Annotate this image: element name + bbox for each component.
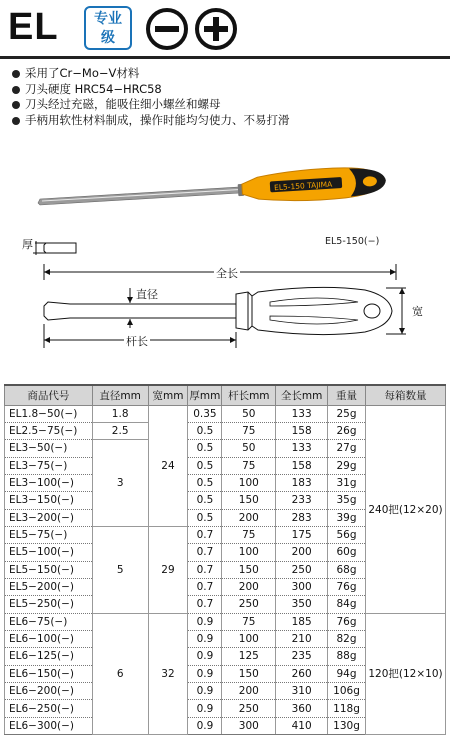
cell-thickness: 0.9 xyxy=(188,700,222,717)
cell-shaft-length: 75 xyxy=(222,526,276,543)
cell-model: EL5−250(−) xyxy=(5,596,93,613)
cell-diameter: 3 xyxy=(92,440,148,527)
cell-thickness: 0.7 xyxy=(188,596,222,613)
cell-weight: 118g xyxy=(328,700,366,717)
cell-thickness: 0.9 xyxy=(188,630,222,647)
cell-model: EL2.5−75(−) xyxy=(5,422,93,439)
col-header-model: 商品代号 xyxy=(5,385,93,405)
cell-thickness: 0.9 xyxy=(188,648,222,665)
cell-total-length: 310 xyxy=(276,683,328,700)
cell-total-length: 300 xyxy=(276,578,328,595)
cell-box-qty: 120把(12×10) xyxy=(365,613,445,734)
table-row xyxy=(5,613,446,630)
cell-total-length: 250 xyxy=(276,561,328,578)
thickness-label: 厚 xyxy=(22,238,33,251)
cell-total-length: 283 xyxy=(276,509,328,526)
cell-total-length: 133 xyxy=(276,405,328,422)
cell-weight: 27g xyxy=(328,440,366,457)
cell-model: EL3−50(−) xyxy=(5,440,93,457)
cell-shaft-length: 200 xyxy=(222,509,276,526)
cell-weight: 31g xyxy=(328,474,366,491)
spec-table xyxy=(4,384,446,735)
cell-thickness: 0.7 xyxy=(188,561,222,578)
cell-weight: 76g xyxy=(328,613,366,630)
cell-weight: 94g xyxy=(328,665,366,682)
cell-weight: 130g xyxy=(328,717,366,734)
cell-weight: 84g xyxy=(328,596,366,613)
col-header-width: 宽mm xyxy=(148,385,188,405)
diameter-label: 直径 xyxy=(136,288,158,301)
cell-total-length: 175 xyxy=(276,526,328,543)
cell-model: EL5−150(−) xyxy=(5,561,93,578)
cell-thickness: 0.35 xyxy=(188,405,222,422)
col-header-shaft-length: 杆长mm xyxy=(222,385,276,405)
cell-weight: 29g xyxy=(328,457,366,474)
cell-total-length: 235 xyxy=(276,648,328,665)
cell-total-length: 360 xyxy=(276,700,328,717)
cell-shaft-length: 250 xyxy=(222,596,276,613)
cell-weight: 82g xyxy=(328,630,366,647)
cell-thickness: 0.7 xyxy=(188,578,222,595)
cell-total-length: 210 xyxy=(276,630,328,647)
width-label: 宽 xyxy=(412,305,423,318)
cell-shaft-length: 50 xyxy=(222,405,276,422)
cell-thickness: 0.7 xyxy=(188,544,222,561)
cell-model: EL3−100(−) xyxy=(5,474,93,491)
cell-shaft-length: 200 xyxy=(222,578,276,595)
cell-weight: 60g xyxy=(328,544,366,561)
cell-weight: 106g xyxy=(328,683,366,700)
cell-thickness: 0.5 xyxy=(188,457,222,474)
cell-total-length: 133 xyxy=(276,440,328,457)
cell-model: EL3−150(−) xyxy=(5,492,93,509)
cell-model: EL1.8−50(−) xyxy=(5,405,93,422)
screwdriver-shaft xyxy=(38,187,240,205)
col-header-weight: 重量 xyxy=(328,385,366,405)
table-row xyxy=(5,405,446,422)
cell-thickness: 0.5 xyxy=(188,422,222,439)
grade-line-1: 专业 xyxy=(94,11,122,27)
dimension-drawing xyxy=(0,224,450,354)
cell-total-length: 158 xyxy=(276,457,328,474)
screwdriver-photo xyxy=(0,160,450,230)
cell-box-qty: 240把(12×20) xyxy=(365,405,445,613)
cell-shaft-length: 300 xyxy=(222,717,276,734)
col-header-box-qty: 每箱数量 xyxy=(365,385,445,405)
grade-line-2: 级 xyxy=(101,30,115,46)
cell-thickness: 0.9 xyxy=(188,683,222,700)
cell-shaft-length: 250 xyxy=(222,700,276,717)
cell-diameter: 5 xyxy=(92,526,148,613)
cell-thickness: 0.5 xyxy=(188,474,222,491)
series-title: EL xyxy=(8,6,59,48)
cell-thickness: 0.5 xyxy=(188,440,222,457)
cell-model: EL6−300(−) xyxy=(5,717,93,734)
cell-diameter: 2.5 xyxy=(92,422,148,439)
cell-weight: 56g xyxy=(328,526,366,543)
cell-total-length: 185 xyxy=(276,613,328,630)
cell-model: EL6−125(−) xyxy=(5,648,93,665)
cell-model: EL6−100(−) xyxy=(5,630,93,647)
cell-weight: 26g xyxy=(328,422,366,439)
col-header-total-length: 全长mm xyxy=(276,385,328,405)
cell-weight: 68g xyxy=(328,561,366,578)
cell-width: 29 xyxy=(148,526,188,613)
cell-model: EL6−150(−) xyxy=(5,665,93,682)
feature-item: 刀头经过充磁，能吸住细小螺丝和螺母 xyxy=(12,97,290,113)
cell-weight: 35g xyxy=(328,492,366,509)
cell-total-length: 410 xyxy=(276,717,328,734)
cell-model: EL5−100(−) xyxy=(5,544,93,561)
cell-shaft-length: 125 xyxy=(222,648,276,665)
cell-thickness: 0.5 xyxy=(188,492,222,509)
cell-shaft-length: 150 xyxy=(222,665,276,682)
cell-weight: 25g xyxy=(328,405,366,422)
cell-total-length: 158 xyxy=(276,422,328,439)
cell-shaft-length: 200 xyxy=(222,683,276,700)
cell-shaft-length: 75 xyxy=(222,457,276,474)
col-header-diameter: 直径mm xyxy=(92,385,148,405)
cell-model: EL6−75(−) xyxy=(5,613,93,630)
header xyxy=(0,0,450,58)
cell-total-length: 233 xyxy=(276,492,328,509)
cell-thickness: 0.9 xyxy=(188,613,222,630)
screwdriver-handle xyxy=(241,165,387,205)
feature-list xyxy=(12,66,290,128)
professional-grade-badge xyxy=(84,6,132,50)
cell-shaft-length: 100 xyxy=(222,474,276,491)
cell-total-length: 350 xyxy=(276,596,328,613)
cell-shaft-length: 150 xyxy=(222,492,276,509)
slotted-tip-icon xyxy=(146,8,188,50)
cell-thickness: 0.5 xyxy=(188,509,222,526)
cell-total-length: 200 xyxy=(276,544,328,561)
header-divider xyxy=(0,56,450,59)
cell-weight: 88g xyxy=(328,648,366,665)
cell-shaft-length: 75 xyxy=(222,613,276,630)
cell-model: EL5−200(−) xyxy=(5,578,93,595)
cell-total-length: 183 xyxy=(276,474,328,491)
shaft-length-label: 杆长 xyxy=(126,335,148,348)
cell-weight: 76g xyxy=(328,578,366,595)
cell-model: EL6−200(−) xyxy=(5,683,93,700)
cell-thickness: 0.7 xyxy=(188,526,222,543)
cell-total-length: 260 xyxy=(276,665,328,682)
cell-weight: 39g xyxy=(328,509,366,526)
cell-width: 24 xyxy=(148,405,188,526)
cell-shaft-length: 100 xyxy=(222,544,276,561)
cell-model: EL3−75(−) xyxy=(5,457,93,474)
feature-item: 采用了Cr−Mo−V材料 xyxy=(12,66,290,82)
feature-item: 刀头硬度 HRC54−HRC58 xyxy=(12,82,290,98)
col-header-thickness: 厚mm xyxy=(188,385,222,405)
feature-item: 手柄用软性材料制成，操作时能均匀使力、不易打滑 xyxy=(12,113,290,129)
cell-shaft-length: 75 xyxy=(222,422,276,439)
cell-diameter: 1.8 xyxy=(92,405,148,422)
cell-shaft-length: 100 xyxy=(222,630,276,647)
handle-print: EL5-150 TAJIMA xyxy=(273,179,333,193)
phillips-tip-icon xyxy=(195,8,237,50)
cell-shaft-length: 50 xyxy=(222,440,276,457)
cell-shaft-length: 150 xyxy=(222,561,276,578)
cell-width: 32 xyxy=(148,613,188,734)
cell-thickness: 0.9 xyxy=(188,665,222,682)
model-tag: EL5-150(−) xyxy=(325,236,380,247)
cell-model: EL3−200(−) xyxy=(5,509,93,526)
total-length-label: 全长 xyxy=(216,267,238,280)
cell-model: EL5−75(−) xyxy=(5,526,93,543)
spec-table-body xyxy=(5,405,446,735)
cell-model: EL6−250(−) xyxy=(5,700,93,717)
cell-diameter: 6 xyxy=(92,613,148,734)
cell-thickness: 0.9 xyxy=(188,717,222,734)
